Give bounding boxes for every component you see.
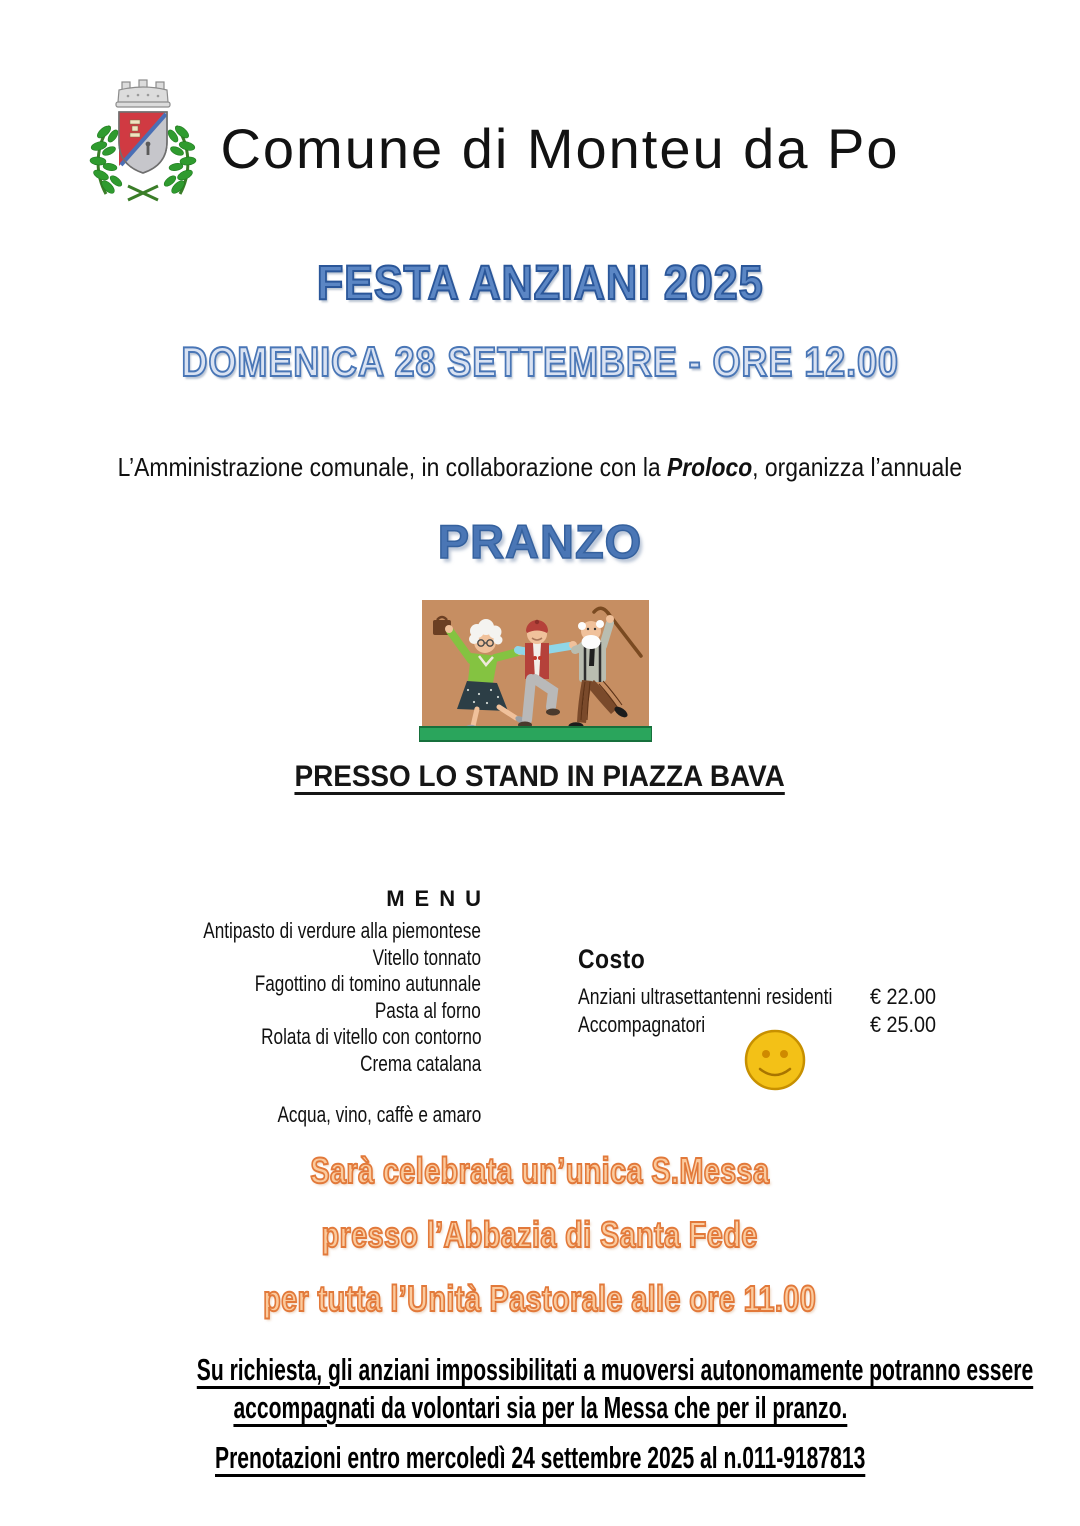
- assistance-note-line: Su richiesta, gli anziani impossibilitati a muoversi autonomamente potranno essere: [196, 1352, 1034, 1387]
- mass-announcement-line: presso l’Abbazia di Santa Fede: [321, 1214, 759, 1255]
- menu-item: Pasta al forno: [375, 997, 481, 1023]
- lunch-heading-text: PRANZO: [437, 515, 643, 568]
- event-date-text: DOMENICA 28 SETTEMBRE - ORE 12.00: [181, 338, 899, 385]
- cost-section: [578, 944, 938, 1039]
- cost-label: Anziani ultrasettantenni residenti: [578, 984, 833, 1009]
- cost-label: Accompagnatori: [578, 1012, 706, 1037]
- assistance-note-line: accompagnati da volontari sia per la Messa che per il pranzo.: [233, 1390, 847, 1425]
- venue-heading-text: PRESSO LO STAND IN PIAZZA BAVA: [294, 760, 786, 793]
- event-title: [0, 256, 1080, 311]
- intro-text: [0, 452, 1080, 483]
- intro-emphasis: Proloco: [667, 452, 753, 482]
- cost-row: [578, 983, 938, 1011]
- booking-note: Prenotazioni entro mercoledì 24 settembre 2025 al n.011-9187813: [214, 1440, 866, 1475]
- menu-item: Crema catalana: [359, 1050, 481, 1076]
- menu-beverages: Acqua, vino, caffè e amaro: [277, 1102, 481, 1127]
- intro-post: , organizza l’annuale: [752, 452, 963, 482]
- menu-section: [100, 886, 491, 1129]
- menu-item: Rolata di vitello con contorno: [260, 1024, 481, 1049]
- menu-item: Vitello tonnato: [372, 944, 481, 970]
- cost-price: € 25.00: [870, 1012, 937, 1037]
- mass-announcement-line: Sarà celebrata un’unica S.Messa: [310, 1150, 770, 1191]
- menu-title: MENU: [386, 886, 491, 911]
- menu-item: Fagottino di tomino autunnale: [254, 971, 481, 996]
- cost-price: € 22.00: [870, 984, 937, 1009]
- dancing-elderly-illustration: [419, 598, 652, 746]
- event-title-text: FESTA ANZIANI 2025: [316, 257, 764, 310]
- municipality-name: Comune di Monteu da Po: [220, 117, 900, 180]
- cost-title: Costo: [578, 944, 646, 974]
- mass-announcement-line: per tutta l’Unità Pastorale alle ore 11.00: [263, 1278, 817, 1319]
- event-date: [0, 338, 1080, 386]
- venue-heading: [0, 760, 1080, 794]
- intro-pre: L’Amministrazione comunale, in collaborazione con la: [117, 452, 668, 482]
- menu-item: Antipasto di verdure alla piemontese: [203, 918, 481, 943]
- smiley-face-icon: [743, 1028, 807, 1092]
- lunch-heading: [0, 514, 1080, 569]
